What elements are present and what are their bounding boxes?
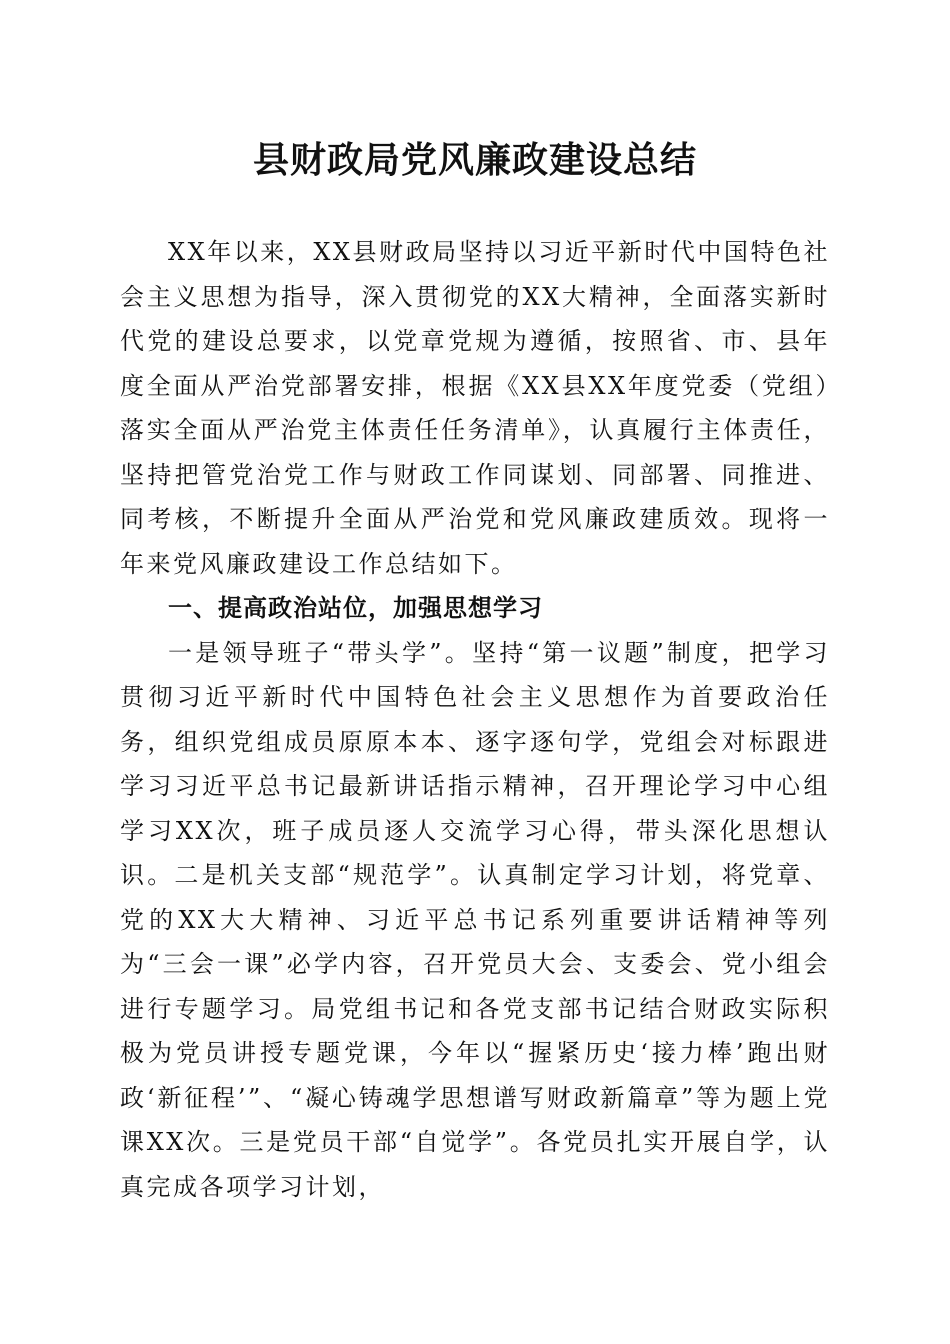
document-title: 县财政局党风廉政建设总结: [252, 139, 697, 181]
section-paragraph: 一是领导班子“带头学”。坚持“第一议题”制度，把学习贯彻习近平新时代中国特色社会主义思想作为首要政治任务，组织党组成员原原本本、逐字逐句学，党组会对标跟进学习习近平总书记最新讲话指示精神，召开理论学习中心组学习XX次，班子成员逐人交流学习心得，带头深化思想认识。二是机关支部“规范学”。认真制定学习计划，将党章、党的XX大大精神、习近平总书记系列重要讲话精神等列为“三会一课”必学内容，召开党员大会、支委会、党小组会进行专题学习。局党组书记和各党支部书记结合财政实际积极为党员讲授专题党课，今年以“握紧历史‘接力棒’跑出财政‘新征程’”、“凝心铸魂学思想谱写财政新篇章”等为题上党课XX次。三是党员干部“自觉学”。各党员扎实开展自学，认真完成各项学习计划，: [120, 638, 830, 1201]
document-body: [120, 230, 830, 1209]
intro-paragraph: XX年以来，XX县财政局坚持以习近平新时代中国特色社会主义思想为指导，深入贯彻党的XX大精神，全面落实新时代党的建设总要求，以党章党规为遵循，按照省、市、县年度全面从严治党部署安排，根据《XX县XX年度党委（党组）落实全面从严治党主体责任任务清单》，认真履行主体责任，坚持把管党治党工作与财政工作同谋划、同部署、同推进、同考核，不断提升全面从严治党和党风廉政建质效。现将一年来党风廉政建设工作总结如下。: [120, 238, 830, 578]
section-heading: 一、提高政治站位，加强思想学习: [168, 594, 543, 622]
